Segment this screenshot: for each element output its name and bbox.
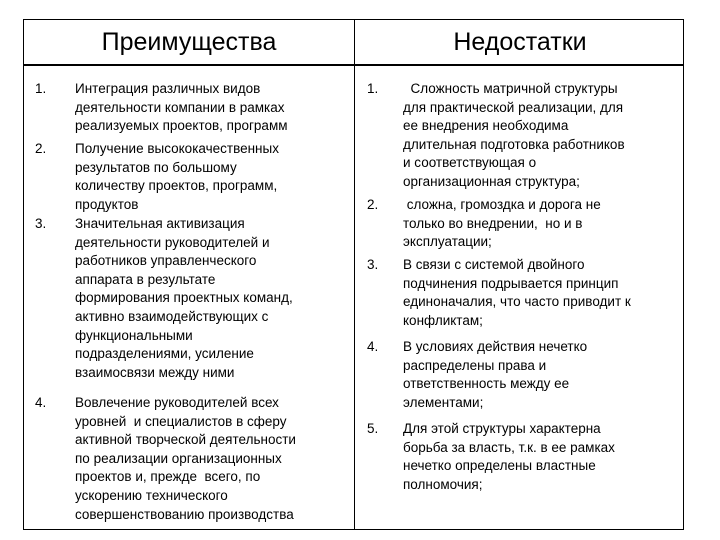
disadvantages-item-text-line: длительная подготовка работников bbox=[403, 136, 625, 152]
advantages-item-text-line: формирования проектных команд, bbox=[75, 290, 293, 306]
advantages-item-text-line: функциональными bbox=[75, 327, 193, 343]
advantages-item-text-line: ускорению технического bbox=[75, 488, 228, 503]
advantages-item-text-line: продуктов bbox=[75, 196, 139, 212]
disadvantages-item-text-line: сложна, громоздка и дорога не bbox=[403, 197, 601, 212]
advantages-item-text-line: количеству проектов, программ, bbox=[75, 178, 278, 194]
advantages-item-text-line: аппарата в результате bbox=[75, 271, 216, 287]
advantages-item-text-line: активной творческой деятельности bbox=[75, 432, 296, 448]
disadvantages-item-text-line: и соответствующая о bbox=[403, 155, 537, 171]
disadvantages-item-number: 5. bbox=[367, 421, 379, 436]
advantages-item-number: 1. bbox=[35, 81, 47, 96]
disadvantages-header: Недостатки bbox=[453, 28, 587, 56]
disadvantages-item-text-line: В связи с системой двойного bbox=[403, 257, 585, 272]
advantages-item-text-line: уровней и специалистов в сферу bbox=[75, 413, 287, 429]
advantages-item-text-line: деятельности компании в рамках bbox=[75, 99, 285, 115]
disadvantages-item-text-line: борьба за власть, т.к. в ее рамках bbox=[403, 439, 615, 455]
disadvantages-item-text-line: ее внедрения необходима bbox=[403, 118, 569, 134]
disadvantages-item-text-line: для практической реализации, для bbox=[403, 99, 624, 115]
advantages-item-text-line: совершенствованию производства bbox=[75, 506, 294, 522]
advantages-item-number: 3. bbox=[35, 216, 47, 231]
disadvantages-item-text-line: ответственность между ее bbox=[403, 376, 570, 392]
disadvantages-item-text-line: эксплуатации; bbox=[403, 234, 492, 250]
advantages-item-text-line: деятельности руководителей и bbox=[75, 234, 270, 250]
disadvantages-item-text-line: В условиях действия нечетко bbox=[403, 339, 588, 354]
advantages-item-text-line: активно взаимодействующих с bbox=[75, 309, 269, 324]
advantages-item-text-line: Интеграция различных видов bbox=[75, 81, 261, 96]
disadvantages-item-text-line: организационная структура; bbox=[403, 174, 580, 189]
advantages-header: Преимущества bbox=[101, 28, 277, 56]
disadvantages-item-number: 1. bbox=[367, 81, 379, 96]
advantages-item-text-line: Значительная активизация bbox=[75, 216, 245, 231]
advantages-item-text-line: Вовлечение руководителей всех bbox=[75, 395, 279, 410]
disadvantages-item-text-line: распределены права и bbox=[403, 357, 547, 373]
disadvantages-item-text-line: Для этой структуры характерна bbox=[403, 421, 601, 436]
disadvantages-item-text-line: элементами; bbox=[403, 394, 484, 410]
disadvantages-item-number: 2. bbox=[367, 197, 379, 212]
disadvantages-item-text-line: полномочия; bbox=[403, 476, 483, 492]
column-divider bbox=[354, 20, 355, 529]
advantages-item-text-line: реализуемых проектов, программ bbox=[75, 118, 288, 134]
disadvantages-item-text-line: Сложность матричной структуры bbox=[403, 81, 618, 96]
advantages-item-text-line: Получение высококачественных bbox=[75, 141, 279, 156]
advantages-item-text-line: результатов по большому bbox=[75, 159, 237, 175]
advantages-item-text-line: проектов и, прежде всего, по bbox=[75, 469, 261, 485]
disadvantages-item-text-line: подчинения подрывается принцип bbox=[403, 275, 619, 291]
disadvantages-item-number: 3. bbox=[367, 257, 379, 272]
disadvantages-item-text-line: единоначалия, что часто приводит к bbox=[403, 294, 631, 310]
advantages-item-number: 4. bbox=[35, 395, 47, 410]
advantages-item-text-line: взаимосвязи между ними bbox=[75, 364, 235, 380]
advantages-item-text-line: по реализации организационных bbox=[75, 450, 282, 466]
advantages-item-text-line: работников управленческого bbox=[75, 253, 257, 269]
disadvantages-item-text-line: нечетко определены властные bbox=[403, 458, 596, 474]
disadvantages-item-text-line: конфликтам; bbox=[403, 312, 483, 328]
disadvantages-item-text-line: только во внедрении, но и в bbox=[403, 215, 583, 231]
disadvantages-item-number: 4. bbox=[367, 339, 379, 354]
advantages-item-text-line: подразделениями, усиление bbox=[75, 346, 254, 362]
comparison-table bbox=[23, 19, 684, 530]
advantages-item-number: 2. bbox=[35, 141, 47, 156]
